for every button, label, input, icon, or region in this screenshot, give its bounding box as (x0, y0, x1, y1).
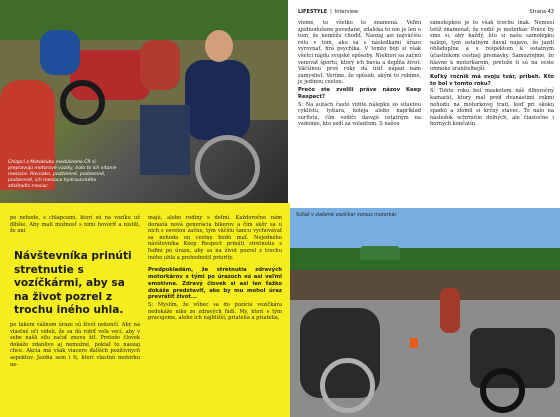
header-page-number: Strana 43 (529, 9, 554, 15)
photo2-caption: Súťaž v slalome vozíčkar versus motorkár. (296, 213, 398, 218)
wheelchair-wheel (195, 135, 260, 200)
left-column-1-top (10, 215, 140, 236)
standing-person (440, 288, 460, 333)
tent (360, 246, 400, 260)
right-col1-paragraph: vieme, to všetko to znamená. Veľmi zjednodušene povedané, zdaleka to nie je len o tom, že nemôžu chodiť. Naozaj asi najväčšiu rolu v tom, ako sa s následkami úrazu vyrovnať, hrá psychika. V tomto boji si však všetci nájdu svojské spôsoby. Niektorí sa začnú venovať športu, ktorý ich bavia a dopĺňa život. Väčšinou prvé roky dá ušiť nápad nám zamyslieť. Veríme, že spôsob, akým to robíme, je jedinou cestou. (298, 20, 421, 86)
traffic-cone (410, 338, 418, 348)
crowd (290, 270, 560, 300)
photo-slalom-race (290, 208, 560, 417)
person-wheelchair (185, 60, 250, 140)
right-col1-question: Prečo ste zvolili práve názov Keep Respect? (298, 86, 421, 100)
header-category: Interview (334, 9, 359, 15)
right-col1-answer: S: Na autách často vidíte nálepku so siluetou cyklistu, lyžiara, holeja alebo napríklad surfistu, čím vodiči dávajú ostatným na vedomie, kto sedí za volantom. S našou (298, 101, 421, 128)
left-col2-body: majú, alebo rodiny s deťmi. Každoročne nám dorastá nová generácia bikerov a čím skôr sa u nich s osvetou začne, tým väčšiu šancu vychovávať sa nehoda on cestne budú mať. Nejedného návštevníka Keep Respect prinúti stretnutie s ľuďmi po úraze, aby sa na život pozrel z trochu iného uhla a prehodnotil priority. (148, 215, 282, 261)
header-section: LIFESTYLE | Interview (298, 9, 359, 15)
pull-quote: Návštevníka prinúti stretnutie s vozíčkármi, aby sa na život pozrel z trochu iného uhla. (14, 250, 132, 316)
motorcycle-wheel (60, 80, 105, 125)
motorcycle-wheel (480, 368, 525, 413)
page-header (298, 7, 554, 17)
person-background (140, 40, 180, 90)
left-col2-answer: S: Myslím, že vôbec sa do pozície vozíčkára nedokáže niko zo zdravých ľudí. My, ktorí s tým pracujeme, alebo ich najbližší, priatelia a priatelia, (148, 302, 282, 322)
right-col2-answer: S: Tohto roku bol maskotom náš dlhoročný kamarát, ktorý mal pred dvanástimi rokmi nehodu na motorkovej trati, keď pri skoku spadol a zlomil si krčný stavec. To nalo na následok ochrnutie dolných, ale čiastočne i horných končatín. (430, 88, 554, 128)
photo1-caption: Chlapci z Motoklubu mediálneho ČR si prepravujú motorové vozíky, bolo to ich vítanie mesiace. Rovnako, podzemné, podzemné, podzemné, ich mesiaca hydraulického zdvíhadla mesiac. (8, 160, 117, 189)
right-column-1 (298, 20, 421, 129)
left-column-1-bottom (10, 322, 140, 369)
right-column-2 (430, 20, 554, 129)
right-col2-paragraph: samolepkou je to však trochu inak. Nemusí totiž znamenať, že vodič je motorkár. Práve by sme si, aby každý, kto si našu samolepku nalepí, tým ostatným dával najavo, že jazdí ohľaduplne a s rešpektom k ostatným účastníkom cestnej premávky. Samozrejme, že hlavne k motorkárom, pretože tí sú na ceste omnoho zraniteľnejší. (430, 20, 554, 73)
left-col2-question: Predpokladám, že stretnutia zdravých motorkárov s tými po úrazoch sú asi veľmi emotívne. Zdravý človek si asi len ťažko dokáže predstaviť, ako by mu mohol úraz prevrátiť život... (148, 267, 282, 301)
left-column-2 (148, 215, 282, 323)
person-head (205, 30, 233, 62)
wheelchair-wheel (320, 358, 375, 413)
left-col1-intro: po nehode, s chlapcami, ktorí sú na vozíku už dlhšie. Aby mali možnosť s nimi hovoriť a nistili, že ani (10, 215, 140, 235)
right-col2-question: Koľký ročník má svoju tvár, príbeh. Kto to bol v tomto roku? (430, 73, 554, 87)
person-blue-shirt (40, 30, 80, 75)
header-section-name: LIFESTYLE (298, 9, 328, 15)
left-col1-body: po takom vážnom úraze sú život nekončí. Aby na vlastné oči videli, že sa dá robiť veľa vecí, aby v sebe našli silu začať znovu žiť. Pretože človek dokáže zdanlivo aj nemožné, pokiaľ to naozaj chce. Akcia má však viacero ďalších pozitívnych aspektov. Jazdia sem i ti, ktorí vlastnú motorku ne- (10, 322, 140, 368)
person-legs (140, 105, 190, 175)
